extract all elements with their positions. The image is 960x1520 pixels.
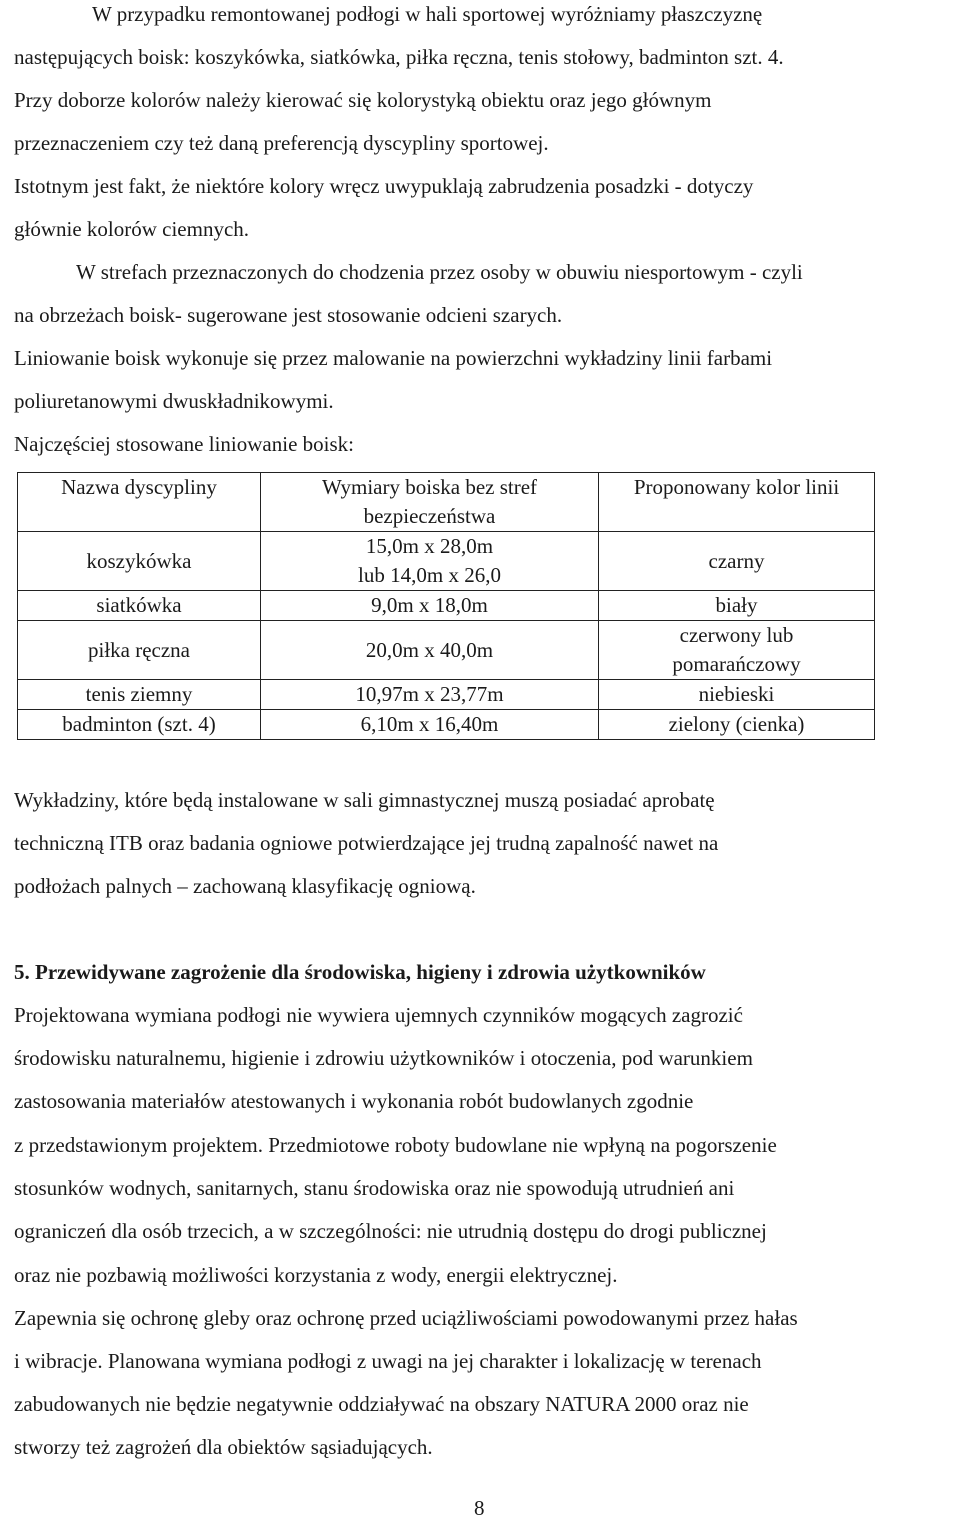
header-line-color: Proponowany kolor linii bbox=[599, 473, 875, 532]
cell-dimensions-line2: lub 14,0m x 26,0 bbox=[358, 563, 501, 587]
cell-dimensions: 20,0m x 40,0m bbox=[261, 621, 599, 680]
text-line: Wykładziny, które będą instalowane w sali gimnastycznej muszą posiadać aprobatę bbox=[14, 788, 715, 812]
cell-discipline: koszykówka bbox=[18, 532, 261, 591]
text-line: Zapewnia się ochronę gleby oraz ochronę przed uciążliwościami powodowanymi przez hałas bbox=[14, 1306, 798, 1330]
text-line: techniczną ITB oraz badania ogniowe potwierdzające jej trudną zapalność nawet na bbox=[14, 831, 719, 855]
text-line: środowisku naturalnemu, higienie i zdrowiu użytkowników i otoczenia, pod warunkiem bbox=[14, 1046, 753, 1070]
header-discipline: Nazwa dyscypliny bbox=[18, 473, 261, 532]
header-dimensions bbox=[261, 473, 599, 532]
cell-color: czarny bbox=[599, 532, 875, 591]
table-row bbox=[18, 532, 875, 591]
cell-color bbox=[599, 621, 875, 680]
text-line: poliuretanowymi dwuskładnikowymi. bbox=[14, 389, 334, 413]
cell-color-line2: pomarańczowy bbox=[672, 652, 801, 676]
text-line: stworzy też zagrożeń dla obiektów sąsiadujących. bbox=[14, 1435, 433, 1459]
text-line: głównie kolorów ciemnych. bbox=[14, 217, 250, 241]
text-line: i wibracje. Planowana wymiana podłogi z uwagi na jej charakter i lokalizację w terenach bbox=[14, 1349, 762, 1373]
text-line: zabudowanych nie będzie negatywnie oddziaływać na obszary NATURA 2000 oraz nie bbox=[14, 1392, 749, 1416]
table-row bbox=[18, 710, 875, 740]
cell-color: biały bbox=[599, 591, 875, 621]
text-line: podłożach palnych – zachowaną klasyfikację ogniową. bbox=[14, 874, 476, 898]
text-line: W strefach przeznaczonych do chodzenia przez osoby w obuwiu niesportowym - czyli bbox=[76, 260, 803, 284]
text-line: na obrzeżach boisk- sugerowane jest stosowanie odcieni szarych. bbox=[14, 303, 563, 327]
section-heading: 5. Przewidywane zagrożenie dla środowiska, higieny i zdrowia użytkowników bbox=[14, 960, 706, 984]
header-dimensions-line2: bezpieczeństwa bbox=[363, 504, 496, 528]
header-dimensions-line1: Wymiary boiska bez stref bbox=[321, 475, 538, 499]
cell-discipline: badminton (szt. 4) bbox=[18, 710, 261, 740]
cell-dimensions: 6,10m x 16,40m bbox=[261, 710, 599, 740]
table-row bbox=[18, 591, 875, 621]
text-line: zastosowania materiałów atestowanych i wykonania robót budowlanych zgodnie bbox=[14, 1089, 694, 1113]
cell-color: zielony (cienka) bbox=[599, 710, 875, 740]
text-line: Najczęściej stosowane liniowanie boisk: bbox=[14, 432, 354, 456]
cell-dimensions: 9,0m x 18,0m bbox=[261, 591, 599, 621]
table-header-row bbox=[18, 473, 875, 532]
text-line: Przy doborze kolorów należy kierować się kolorystyką obiektu oraz jego głównym bbox=[14, 88, 712, 112]
cell-color: niebieski bbox=[599, 680, 875, 710]
cell-discipline: tenis ziemny bbox=[18, 680, 261, 710]
cell-dimensions: 10,97m x 23,77m bbox=[261, 680, 599, 710]
text-line: z przedstawionym projektem. Przedmiotowe roboty budowlane nie wpłyną na pogorszenie bbox=[14, 1133, 777, 1157]
text-line: następujących boisk: koszykówka, siatkówka, piłka ręczna, tenis stołowy, badminton szt. 4. bbox=[14, 45, 784, 69]
page-number: 8 bbox=[474, 1496, 485, 1520]
text-line: Liniowanie boisk wykonuje się przez malowanie na powierzchni wykładziny linii farbami bbox=[14, 346, 773, 370]
cell-dimensions-line1: 15,0m x 28,0m bbox=[365, 534, 494, 558]
cell-discipline: piłka ręczna bbox=[18, 621, 261, 680]
table-row bbox=[18, 621, 875, 680]
text-line: stosunków wodnych, sanitarnych, stanu środowiska oraz nie spowodują utrudnień ani bbox=[14, 1176, 735, 1200]
cell-color-line1: czerwony lub bbox=[679, 623, 794, 647]
text-line: Istotnym jest fakt, że niektóre kolory wręcz uwypuklają zabrudzenia posadzki - dotyczy bbox=[14, 174, 754, 198]
cell-discipline: siatkówka bbox=[18, 591, 261, 621]
line-marking-table bbox=[17, 472, 875, 740]
table-row bbox=[18, 680, 875, 710]
text-line: ograniczeń dla osób trzecich, a w szczególności: nie utrudnią dostępu do drogi publicznej bbox=[14, 1219, 767, 1243]
text-line: przeznaczeniem czy też daną preferencją dyscypliny sportowej. bbox=[14, 131, 549, 155]
text-line: W przypadku remontowanej podłogi w hali sportowej wyróżniamy płaszczyznę bbox=[92, 2, 763, 26]
text-line: Projektowana wymiana podłogi nie wywiera ujemnych czynników mogących zagrozić bbox=[14, 1003, 743, 1027]
text-line: oraz nie pozbawią możliwości korzystania z wody, energii elektrycznej. bbox=[14, 1263, 618, 1287]
cell-dimensions bbox=[261, 532, 599, 591]
